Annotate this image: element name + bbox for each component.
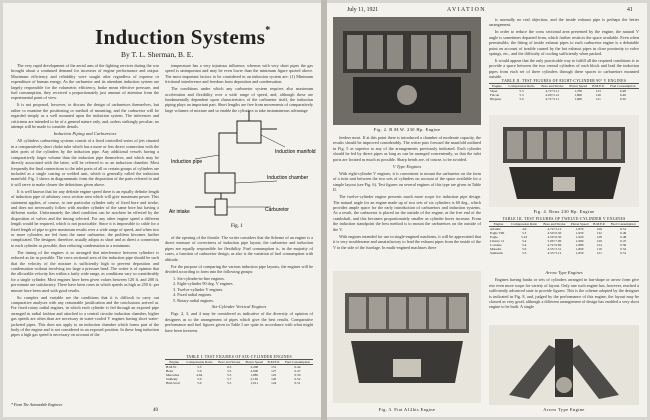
label-chamber: Induction chamber [267,175,309,181]
data-table [489,83,639,101]
table-2 [489,79,639,101]
group-item: 2. Eight-cylinder 90 deg. V engines. [173,281,234,287]
paragraph: The conditions under which any carburetor system requires also maximum acceleration and flexibility over a wide range of speed, and, although these are fundamentally dependent upon characteristics of the carburetor itself, the induction piping plays an important part. Short lengths are free from movements of comparatively large volumes of mixture and so enable the cylinders to take instantaneous advantage [165,86,313,113]
table-cell: Falcon [490,93,500,97]
figure-caption: Fig. 2. B.M.W. 230 Hp. Engine [373,127,441,132]
right-column-2-top [489,17,639,80]
table-cell: 1,880 [575,243,584,247]
table-cell: 1,911 [250,381,259,385]
table-cell: 4.72×5.12 [547,227,562,231]
table-title: TABLE I. TEST FIGURES OF SIX-CYLINDER ENGINES [186,355,292,359]
table-cell: 1,900 [574,97,583,101]
table-cell: 0.51 [620,227,627,231]
leader-line [261,135,285,147]
table-cell: Hall-Scott [166,381,180,385]
table-3 [489,217,639,255]
label-carburetor: Carburetor [265,207,289,213]
table-cell: 2,165 [250,377,259,381]
paragraph: With engines intended for use in single-engined machines, it will be appreciated that it is very troublesome and unsatisfactory to lead the exhaust pipes from the inside of the V to the side of the fuselage. In multi-engined machines there [333,233,481,250]
paragraph: of the opening of the throttle. The writer considers that the Scheme of an engine is a direct measure of correctness of induction pipe layout; the carburetor and induction pipes are equally responsible for flexibility. Fuel consumption is, in the majority of cases, a function of carburetor design, as also is the variation of fuel consumption with altitude. [165,235,313,262]
table-cell: 5.4 [522,239,527,243]
table-cell: 0.50 [294,373,301,377]
table-cell: 131 [271,365,277,369]
paragraph: The very rapid development of the aerial arm of the fighting services during the war brought about a continued demand for increases of engine performance and output. Maximum efficiency and reliability were sought after regardless of expense or expenditure of human energy. As the carburetor and its attendant induction system are largely responsible for the volumetric efficiency, brake mean effective pressure, and fuel consumption, they received a proportionately just amount of attention from the experimental point of view. [11,63,159,101]
table-cell: 4.72×5.11 [545,97,560,101]
table-cell: 5.4 [522,243,527,247]
table-header-cell: Compression Ratio [505,84,538,89]
paragraph: For the purpose of comparing the various induction pipe layouts, the engines will be divided according to form into the following groups: [165,263,313,275]
table-cell: 124 [596,243,602,247]
data-table [165,359,313,385]
table-cell: 4.50×6.50 [547,235,562,239]
table-cell: 128 [596,235,602,239]
table-cell: 127 [271,369,277,373]
table-header-cell: Bore and Stroke [538,84,567,89]
table-cell: 129 [596,239,602,243]
paragraph: The twelve-cylinder engine presents much more scope for induction pipe design. The natural angle for an engine made up of two sets of six cylinders is 60 deg., which provides ample space for the early introduction of carburetors and induction systems. As a result, the carburetor is placed on the outside of the engine, at the free end of the crankshaft, and this becomes proportionately smaller as cylinder bores increase. From the induction standpoint the best method is to mount the carburetors on the outside of the V. [333,194,481,232]
table-cell: 4.33×5.12 [547,251,562,255]
table-header-cell: B.M.E.P. [590,84,607,89]
table-cell: 1,800 [575,247,584,251]
table-cell: Viper [490,89,498,93]
table-cell: B.M.W. [166,365,177,369]
article-title: Induction Systems* [95,25,271,49]
table-cell: Atlantic [490,227,501,231]
table-cell: Siddeley [166,377,178,381]
label-manifold: Induction manifold [275,149,316,155]
induction-diagram [165,103,316,231]
table-cell: 126 [595,93,601,97]
table-cell: Liberty 12 [490,239,505,243]
table-cell: 0.50 [620,243,627,247]
table-cell: 1,870 [575,227,584,231]
paragraph: So complex and variable are the conditions that it is difficult to carry out comparative analyses with any reasonable justification and the conclusions arrived at. For fixed rotary radial engines, in which each cylinder is fed through an exposed pipe arranged in radial fashion and attached to a central circular induction chamber, higher gas speeds are often than are necessary in water-cooled V engines having short water-jacketed pipes. This does not apply to an induction chamber which forms part of the body of the engine and is not considered in an exposed position. In these long induction pipes a high gas speed is necessary on account of the [11,294,159,338]
table-cell: 0.48 [619,89,626,93]
table-header-cell: Fuel Consumption [282,360,313,365]
table-cell: 0.47 [294,369,301,373]
table-cell: 122 [271,373,277,377]
left-column-2-bottom [165,235,313,353]
table-cell: 124 [271,381,277,385]
table-header-cell: Fuel Consumption [608,222,639,227]
group-item: 3. Twelve-cylinder V engines. [173,286,224,292]
table-cell: 0.50 [619,97,626,101]
engine-photo-bmw [333,17,481,125]
table-cell: 5.3 [519,89,524,93]
table-cell: 5.3 [519,93,524,97]
table-header-cell: Engine [489,222,508,227]
table-cell: 1,960 [575,239,584,243]
paragraph: It is not proposed, however, to discuss the design of carburetors themselves, but rather to examine the positioning or method of mounting, and the carburetor will be regarded simply as a well mounted upon the induction system. The inferences and criticisms are intended to be of a general nature only, and, unless strikingly peculiar, no attempt will be made to consider details. [11,102,159,130]
section-subhead: Six-Cylinder Vertical Engines [211,304,267,310]
table-1 [165,355,313,385]
table-cell: Eagle [490,235,498,239]
paragraph: Engines having banks or sets of cylinders arranged in fan-shape or arrow form give rise even more scope for variety of layout. Only one such engine has, however, reached a sufficiently advanced state to provide figures. This is the scheme adopted by the designer is indicated in Fig. 8, and, judged by the performance of this engine, the layout may be classed as very good, although a different arrangement of design has enabled a very short engine to be built. A single [489,277,639,310]
figure-caption: Fig. 1 [231,224,243,229]
photo-background [333,271,481,403]
table-cell: 1,920 [575,235,584,239]
paragraph: temperature has a very injurious influence, whereas with very short pipes the gas speed is unimportant and may be even lower than the minimum figure quoted above. The most important factors to be considered in an induction system are: (1) Minimum frictional interference and freedom from deposition and condensation. [165,63,313,85]
leader-line [235,181,277,183]
group-item: 1. Six-cylinder-in-line engines. [173,276,226,282]
title-footnote-mark: * [265,25,271,36]
header-journal: AVIATION [447,7,486,13]
label-air-intake: Air intake [169,209,190,215]
table-cell: 5.3 [522,231,527,235]
carburetor-fitting [553,177,575,191]
table-header-cell: B.M.E.P. [591,222,608,227]
pipe-shape [219,133,237,173]
table-cell: 1,800 [574,93,583,97]
crankcase [556,377,572,393]
table-cell: 0.51 [620,251,627,255]
table-cell: 0.48 [620,235,627,239]
paragraph: It would appear that the only practicable way to fulfill all the required conditions is to provide a space between the two central cylinders of each block and lead the induction pipes from each set of three cylinders through these spaces to carburetors mounted outside. [489,58,639,80]
table-header-cell: Bore and Stroke [215,360,243,365]
table-cell: 132 [596,231,602,235]
page-number: 40 [153,408,158,413]
table-cell: 1,885 [250,373,259,377]
group-item: 4. Fixed radial engines. [173,292,213,298]
table-cell: 4.00×5.12 [545,93,560,97]
table-header-cell: Bore and Stroke [540,222,568,227]
section-subhead: V Type Engines [392,163,422,169]
table-header-cell: Piston Speed [568,222,591,227]
paragraph: Figs. 2, 3, and 4 may be considered as indicative of the diversity of opinion of designers as to the arrangement of pipes which give the best results. Comparative performance and fuel figures given in Table I are quite in accordance with what might have been foreseen. [165,311,313,333]
table-cell: 5.0 [522,247,527,251]
table-cell: 4.6 [522,227,527,231]
carburetor-fitting [393,359,421,377]
table-cell: 0.47 [620,239,627,243]
table-row [489,251,639,255]
table-cell: 5.5 [227,369,232,373]
table-row [489,97,639,101]
table-cell: Mercedes [166,373,180,377]
engine-photo-fiat [333,271,481,403]
table-header-cell: Piston Speed [243,360,265,365]
table-cell: Benz [166,369,173,373]
table-cell: 0.46 [619,93,626,97]
table-cell: 123 [595,89,601,93]
table-cell: 5.5 [197,365,202,369]
table-cell: 1,850 [575,251,584,255]
paragraph: All cylinders carbureting systems consist of a fixed controlled series of jets situated in a comparatively short choke tube which has a more or less direct connection with the inlet ports of the cylinders by the induction pipe. Any additional vessels having a comparatively larger volume than the induction pipe themselves, and which may be directly associated with the latter, will be referred to as an induction chamber. Most frequently the final connections to the inlet ports of all or certain groups of cylinders are included as a single casting or welded unit, which is generally called the induction manifold. Fig. 1 shows in diagrammatic form the disposition of the parts referred to and it will serve to make clearer the definitions given above. [11,138,159,187]
chamber-shape [205,173,235,193]
table-header-cell: Engine [489,84,505,89]
table-cell: 0.49 [620,231,627,235]
paragraph: In order to reduce the cross sectional area presented by the engine, the natural V angle is sometimes departed from, which further restricts the space available. Even when permissible, the fitting of inside exhaust pipes to each carburetor engine is a debatable point on account of trouble caused by the hot exhaust pipes in close proximity to valve springs, etc., and the difficulty of cooling sufficiently when packed. [489,29,639,57]
table-cell: Sunbeam [490,251,503,255]
table-cell: Lorraine [490,243,502,247]
engine-photo-arrow [489,325,639,405]
table-cell: 120 [271,377,277,381]
engine-photo-benz [489,115,639,207]
data-table [489,221,639,255]
manifold-shape [237,121,261,143]
figure-caption: Fig. 4. Benz 230 Hp. Engine [533,209,595,214]
table-header-cell: Piston Speed [567,84,590,89]
table-cell: Hispano [490,97,502,101]
left-column-1 [11,63,159,401]
table-header-cell: B.M.E.P. [266,360,282,365]
table-cell: 5.0 [197,377,202,381]
article-author: By T. L. Sherman, B. E. [121,50,194,59]
carburetor-shape [215,199,227,215]
table-cell: 121 [595,97,601,101]
table-cell: 1,700 [574,89,583,93]
right-column-1 [333,135,481,269]
footnote: * From The Automobile Engineer. [11,403,63,407]
table-row [165,381,313,385]
table-cell: 0.51 [294,381,301,385]
table-title: TABLE III. TEST FIGURES OF TWELVE-CYLINDER V ENGINES [502,217,626,221]
table-cell: 4.72×6.69 [547,243,562,247]
table-cell: 5.0 [197,369,202,373]
paragraph: feeders most. If at this point there is introduced a chamber of moderate capacity, the results should be improved considerably. The writer puts forward the manifold outlined in Fig. 5 as superior to any of the arrangements previously indicated. Each cylinder should be fed by direct pipes as long as can be arranged conveniently, so that the inlet ports are located as much as possible. Sharp bends are, of course, to be avoided. [333,135,481,162]
table-cell: 0.52 [620,247,627,251]
table-header-cell: Compression Ratio [508,222,541,227]
table-cell: 2,200 [250,365,259,369]
table-cell: 4.94 [196,373,203,377]
table-cell: 5.0 [519,97,524,101]
table-header-cell: Fuel Consumption [607,84,639,89]
table-cell: 6.3 [227,365,232,369]
table-header-cell: Compression Ratio [183,360,215,365]
table-cell: 4.72×5.11 [545,89,560,93]
table-cell: 5.22 [521,235,528,239]
section-subhead: Induction Piping and Carburetors [53,131,117,137]
carburetor-fitting [397,85,417,105]
table-cell: Eagle VIII [490,231,505,235]
table-cell: 5.3 [522,251,527,255]
label-pipe: Induction pipe [171,159,203,165]
table-cell: 1,950 [575,231,584,235]
paragraph: With eight-cylinder V engines, it is convenient to mount the carburetor on the form of a twin unit between the two sets of cylinders on account of the space available for a simple layout (see Fig. 6). Test figures on several engines of this type are given in Table II. [333,171,481,193]
table-cell: 5.7 [227,377,232,381]
table-cell: 5.5 [227,381,232,385]
right-column-2-bottom [489,269,639,323]
table-cell: 4.50×6.50 [547,231,562,235]
figure-caption: Arrow Type Engine [543,407,585,412]
left-page [3,3,321,417]
table-cell: 5.5 [227,373,232,377]
group-item: 5. Rotary radial engines. [173,297,215,303]
paragraph: It is well known that for any definite engine speed there is an equally definite length of induction pipe of arbitrary cross section area which will give maximum power. This statement applies, of course, to one particular cylinder only of fixed bore and stroke, and does not necessarily follow with another cylinder of the same bore but having a different stroke. Unfortunately the ideal condition can be nowhere be effected by the disposition of valves and the timing selected. For any other engine speed a different length would be required, which is not practicable. Since it is impossible to cable for a fixed length of pipe to give maximum results over a wide range of speed, and when two or more cylinders are fed from the same carburetor, the problem becomes further complicated. The designer, therefore, usually adopts as short and as direct a connection to each cylinder as possible, thus reducing condensation to a minimum. [11,188,159,248]
section-subhead: Arrow Type Engines [545,270,583,275]
table-cell: 2,000 [250,369,259,373]
paragraph: is normally no real objection, and the inside exhaust pipe is perhaps the better arrangement. [489,17,639,28]
table-cell: 5.0 [197,381,202,385]
table-cell: 121 [596,251,602,255]
paragraph: The timing of the engines is so arranged that interference between cylinders is reduced as far as possible. The cross sectional area of the induction pipe should be such that the velocity of the mixture is sufficiently high to prevent deposition and condensation without involving too large a pressure head. The writer is of opinion that the allowable velocity lies within a fairly wide range, as conditions vary so considerably for a single cylinder. Most engines have been given values between 120 ft. and 200 ft. per minute are satisfactory. There have been cases in which speeds as high as 250 ft. per minute have been used with good results. [11,249,159,293]
header-date: July 11, 1921 [347,7,379,13]
table-header-cell: Engine [165,360,183,365]
table-cell: 0.44 [294,365,301,369]
figure-caption: Fig. 3. Fiat A12bis Engine [378,407,436,412]
table-cell: 4.55×5.51 [547,247,562,251]
page-number: 41 [627,7,633,13]
table-cell: 5.00×7.00 [547,239,562,243]
table-title: TABLE II. TEST FIGURES OF EIGHT-CYLINDER 90° V ENGINES [501,79,627,83]
table-cell: 120 [596,227,602,231]
table-cell: 0.52 [294,377,301,381]
left-column-2-top [165,63,313,113]
right-page [327,3,647,417]
table-cell: 119 [596,247,602,251]
table-cell: Matador [490,247,502,251]
